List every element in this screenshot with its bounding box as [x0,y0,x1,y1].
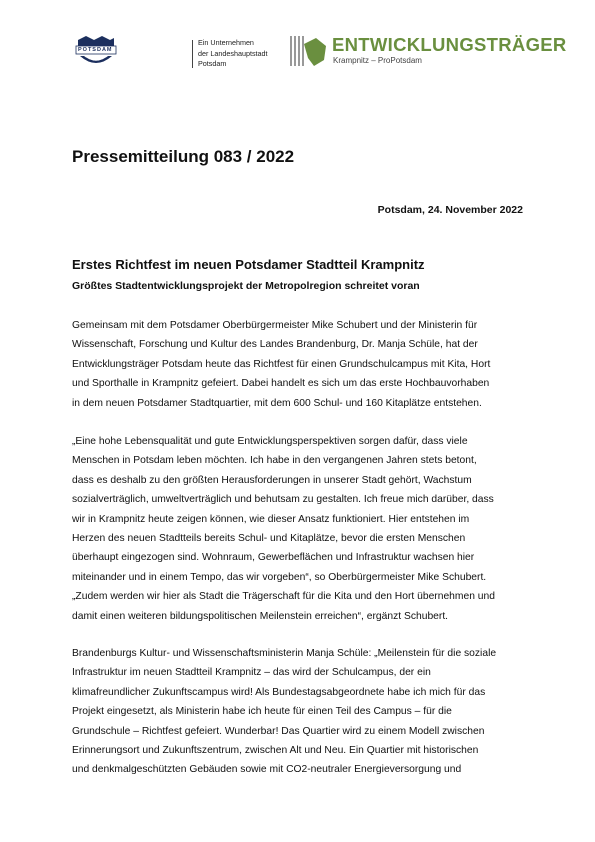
text-line: Infrastruktur im neuen Stadtteil Krampnitz – das wird der Schulcampus, der ein [72,667,431,679]
potsdam-logo-text [198,38,268,70]
text-line: Grundschule – Richtfest gefeiert. Wunderbar! Das Quartier wird zu einem Modell zwischen [72,725,485,737]
press-release-date: Potsdam, 24. November 2022 [377,204,523,216]
text-line: damit einen weiteren bildungspolitischen Meilenstein erreichen“, ergänzt Schubert. [72,610,449,622]
entwicklungstraeger-logo [290,32,567,72]
text-line: Projekt eingesetzt, als Ministerin habe ich heute für einen Teil des Campus – für die [72,706,452,718]
potsdam-logo-line: Potsdam [198,59,227,68]
text-line: klimafreundlicher Zukunftscampus wird! Als Bundestagsabgeordnete habe ich mich für das [72,686,486,698]
potsdam-logo [72,34,268,74]
paragraph-3 [72,644,527,780]
paragraph-1 [72,316,527,413]
logo-divider [192,40,193,68]
text-line: Brandenburgs Kultur- und Wissenschaftsministerin Manja Schüle: „Meilenstein für die soziale [72,648,497,659]
text-line: Gemeinsam mit dem Potsdamer Oberbürgermeister Mike Schubert und der Ministerin für [72,320,478,331]
entwicklungstraeger-title: ENTWICKLUNGSTRÄGER [332,34,567,55]
text-line: und Sporthalle in Krampnitz gefeiert. Dabei handelt es sich um das erste Hochbauvorhaben [72,378,490,390]
potsdam-emblem-word: POTSDAM [78,47,113,53]
entwicklungstraeger-subtitle: Krampnitz – ProPotsdam [333,56,422,65]
text-line: Entwicklungsträger Potsdam heute das Richtfest für einen Grundschulcampus mit Kita, Hort [72,358,491,370]
text-line: Menschen in Potsdam leben möchten. Ich habe in den vergangenen Jahren stets betont, [72,455,477,467]
text-line: miteinander und in einem Tempo, das wir vorgeben“, so Oberbürgermeister Mike Schubert. [72,571,487,583]
paragraph-2 [72,432,527,626]
text-line: wir in Krampnitz heute zeigen können, wie dieser Ansatz funktioniert. Hier entstehen im [72,513,470,525]
potsdam-logo-line: der Landeshauptstadt [198,48,268,58]
text-line: Herzen des neuen Stadtteils bereits Schul- und Kitaplätze, bevor die ersten Menschen [72,533,466,545]
text-line: überhaupt eingezogen sind. Wohnraum, Gewerbeflächen und Infrastruktur wachsen hier [72,552,475,564]
text-line: Erinnerungsort und Zukunftszentrum, zwischen Alt und Neu. Ein Quartier mit historischen [72,745,479,757]
subheadline: Größtes Stadtentwicklungsprojekt der Metropolregion schreitet voran [72,280,420,292]
headline: Erstes Richtfest im neuen Potsdamer Stadtteil Krampnitz [72,257,425,272]
text-line: in dem neuen Potsdamer Stadtquartier, mit dem 600 Schul- und 160 Kitaplätze entstehen. [72,397,482,409]
potsdam-emblem-icon [72,36,120,70]
text-line: „Zudem werden wir hier als Stadt die Trägerschaft für die Kita und den Hort übernehmen und [72,591,495,603]
text-line: sozialverträglich, umweltverträglich und behutsam zu gestalten. Ich freue mich darüber, dass [72,494,494,506]
entwicklungstraeger-mark-icon [290,32,328,70]
press-release-title: Pressemitteilung 083 / 2022 [72,147,295,166]
text-line: „Eine hohe Lebensqualität und gute Entwicklungsperspektiven sorgen dafür, dass viele [72,436,468,447]
text-line: und denkmalgeschützten Gebäuden sowie mit CO2-neutraler Energieversorgung und [72,764,462,776]
text-line: dass es deshalb zu den größten Herausforderungen in unserer Stadt gehört, Wachstum [72,474,472,486]
text-line: Wissenschaft, Forschung und Kultur des Landes Brandenburg, Dr. Manja Schüle, hat der [72,339,478,351]
potsdam-logo-line: Ein Unternehmen [198,38,254,47]
